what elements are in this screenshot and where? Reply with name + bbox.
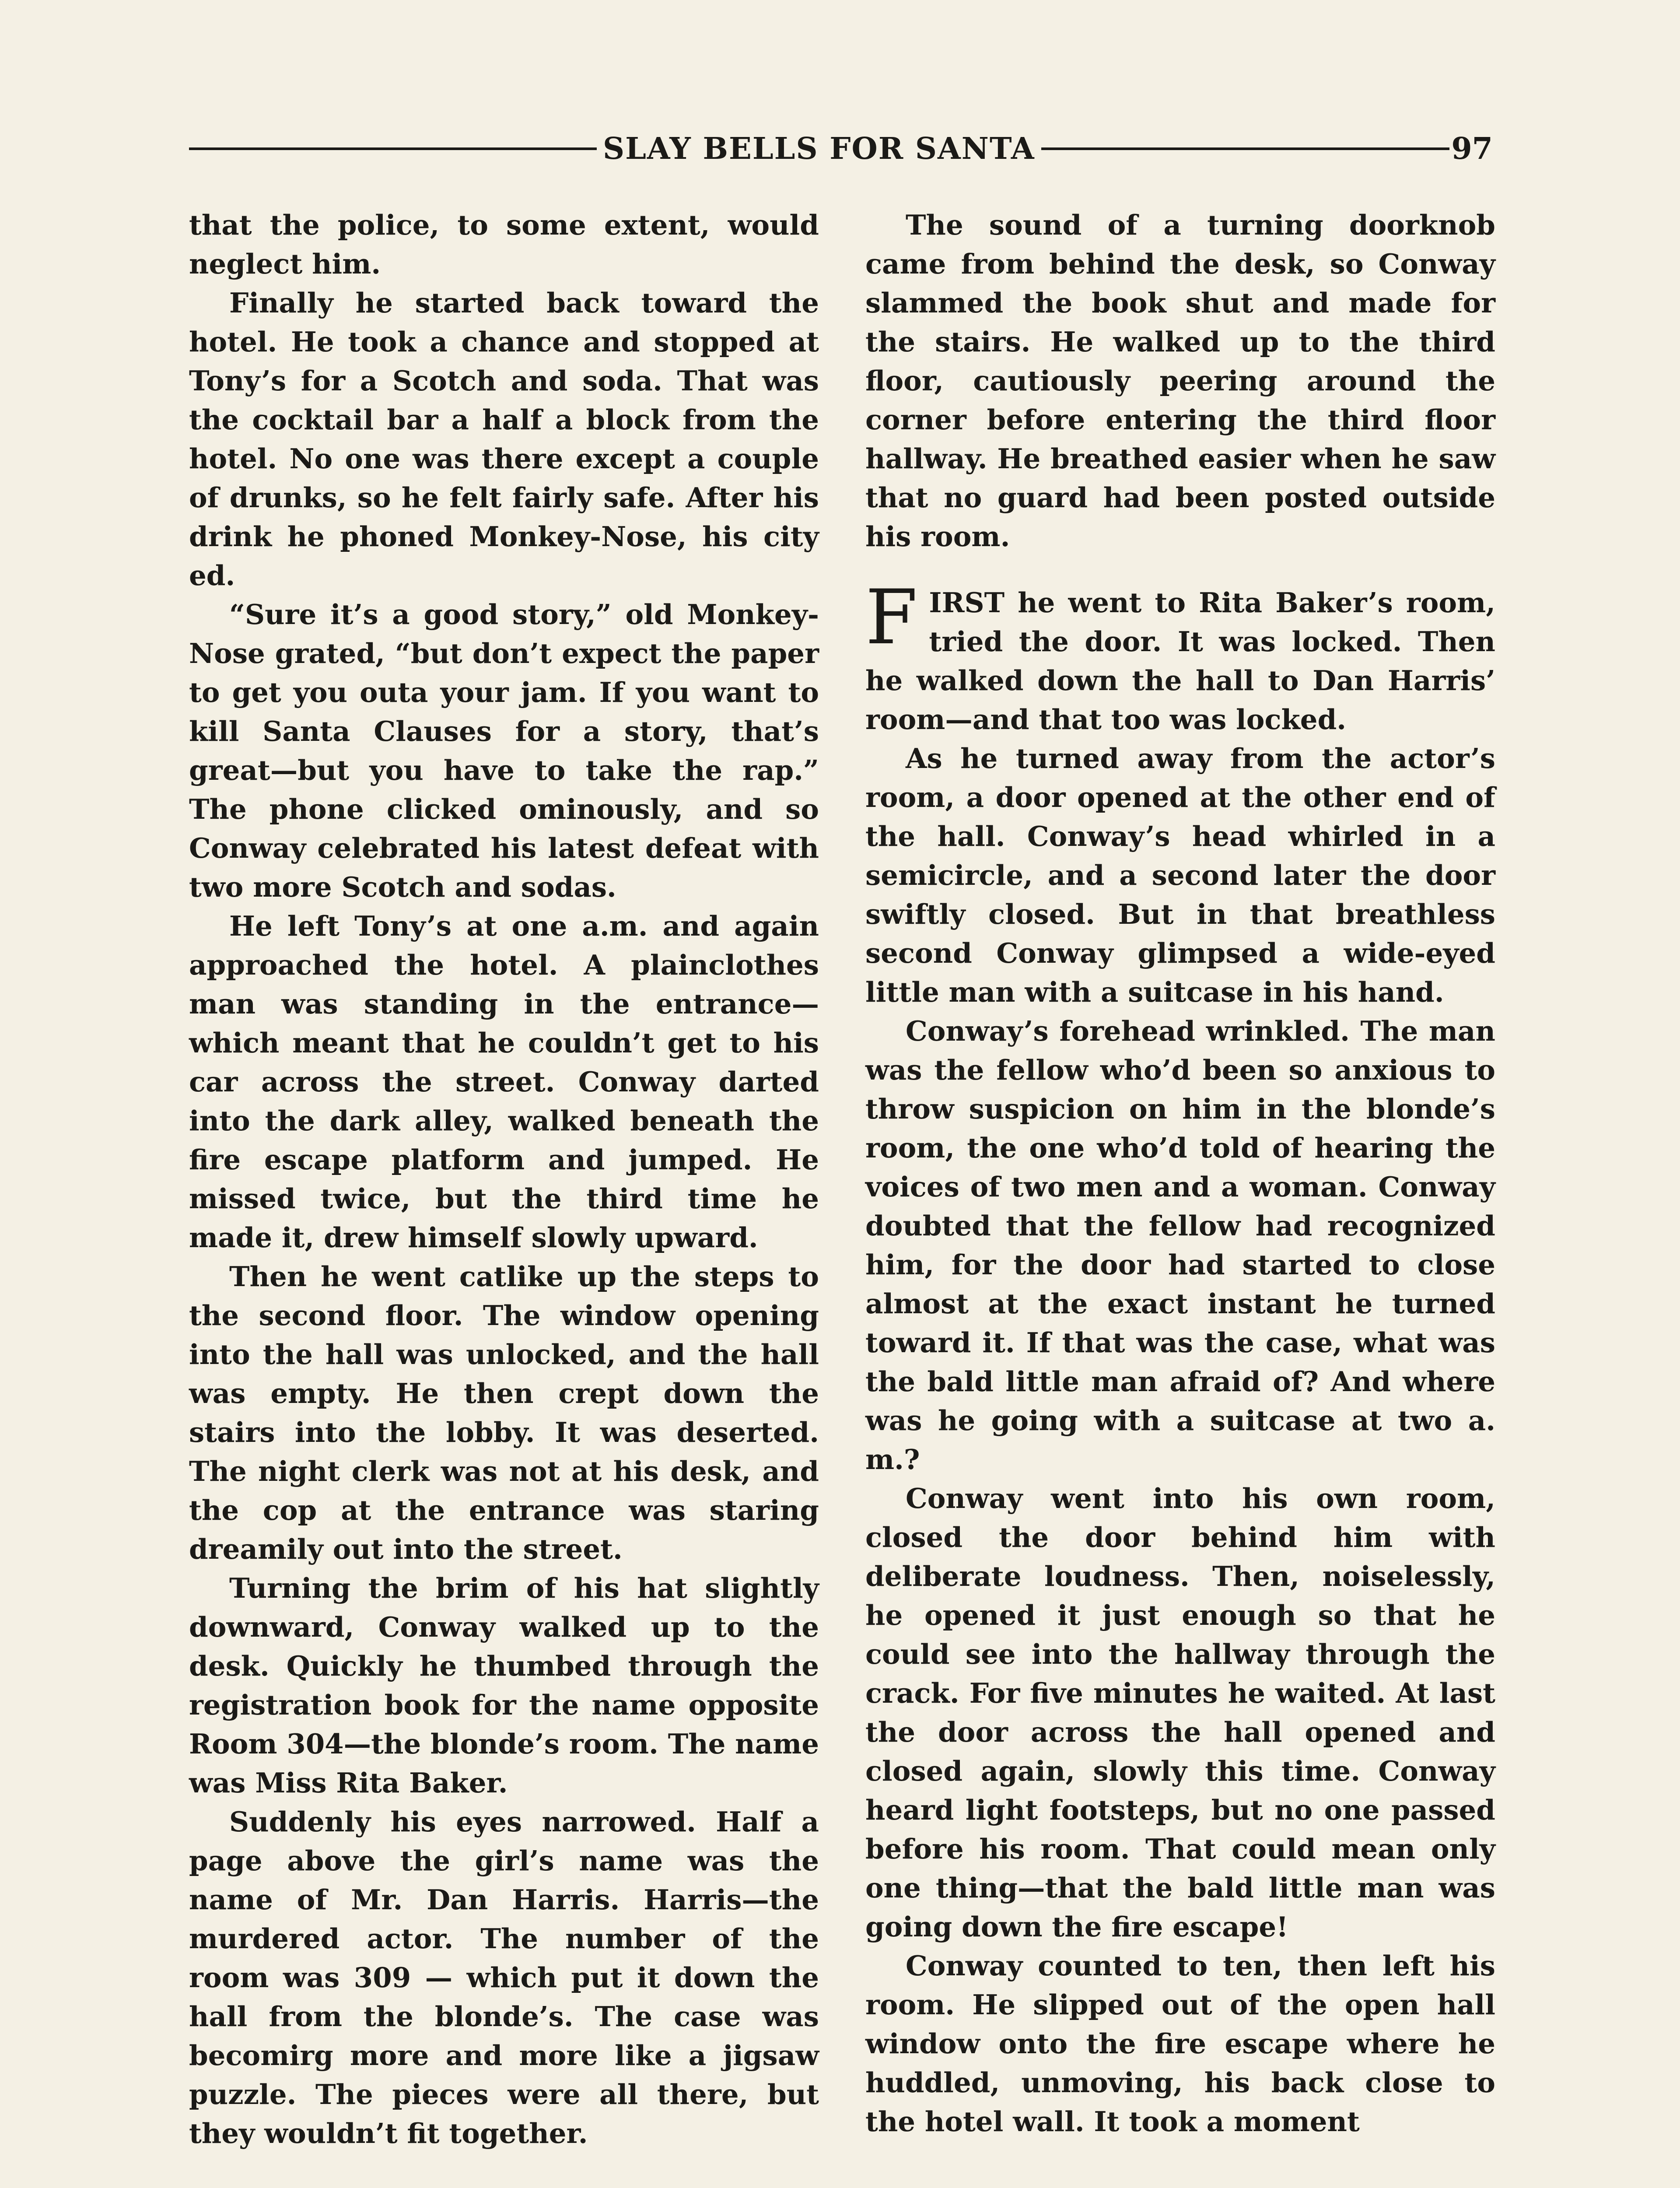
paragraph: Conway went into his own room, closed the door behind him with deliberate loudness. Then, noiselessly, he opened it just enough so that he could see into the hallway through the crack. For five minutes he waited. At last the door across the hall opened and closed again, slowly this time. Conway heard light footsteps, but no one passed before his room. That could mean only one thing—that the bald little man was going down the fire escape! [865,1482,1495,1943]
running-header [189,130,1493,167]
paragraph: Turning the brim of his hat slightly downward, Conway walked up to the desk. Quickly he thumbed through the registration book for the name opposite Room 304—the blonde’s room. The name was Miss Rita Baker. [189,1572,819,1799]
left-column [189,206,819,2153]
paragraph: He left Tony’s at one a.m. and again approached the hotel. A plainclothes man was standing in the entrance—which meant that he couldn’t get to his car across the street. Conway darted into the dark alley, walked beneath the fire escape platform and jumped. He missed twice, but the third time he made it, drew himself slowly upward. [189,910,819,1254]
paragraph-text: IRST he went to Rita Baker’s room, tried the door. It was locked. Then he walked down the hall to Dan Harris’ room—and that too was locked. [865,586,1495,736]
header-rule-left [189,147,597,150]
paragraph: Conway counted to ten, then left his room. He slipped out of the open hall window onto the fire escape where he huddled, unmoving, his back close to the hotel wall. It took a moment [865,1950,1495,2138]
section-opening-paragraph [865,573,1495,739]
paragraph: Finally he started back toward the hotel. He took a chance and stopped at Tony’s for a Scotch and soda. That was the cocktail bar a half a block from the hotel. No one was there except a couple of drunks, so he felt fairly safe. After his drink he phoned Monkey-Nose, his city ed. [189,287,819,592]
paragraph: As he turned away from the actor’s room, a door opened at the other end of the hall. Conway’s head whirled in a semicircle, and a second later the door swiftly closed. But in that breathless second Conway glimpsed a wide-eyed little man with a suitcase in his hand. [865,742,1495,1008]
paragraph: Suddenly his eyes narrowed. Half a page above the girl’s name was the name of Mr. Dan Harris. Harris—the murdered actor. The number of the room was 309 — which put it down the hall from the blonde’s. The case was becomirg more and more like a jigsaw puzzle. The pieces were all there, but they wouldn’t fit together. [189,1806,819,2149]
right-column [865,206,1495,2141]
paragraph: Conway’s forehead wrinkled. The man was the fellow who’d been so anxious to throw suspicion on him in the blonde’s room, the one who’d told of hearing the voices of two men and a woman. Conway doubted that the fellow had recognized him, for the door had started to close almost at the exact instant he turned toward it. If that was the case, what was the bald little man afraid of? And where was he going with a suitcase at two a. m.? [865,1015,1495,1476]
paragraph: Then he went catlike up the steps to the second floor. The window opening into the hall was unlocked, and the hall was empty. He then crept down the stairs into the lobby. It was deserted. The night clerk was not at his desk, and the cop at the entrance was staring dreamily out into the street. [189,1260,819,1565]
running-title: SLAY BELLS FOR SANTA [603,131,1035,166]
drop-cap: F [865,573,918,661]
page-number: 97 [1451,131,1493,166]
header-rule-right [1041,147,1450,150]
paragraph: “Sure it’s a good story,” old Monkey-Nose grated, “but don’t expect the paper to get you outa your jam. If you want to kill Santa Clauses for a story, that’s great—but you have to take the rap.” The phone clicked ominously, and so Conway celebrated his latest defeat with two more Scotch and sodas. [189,598,819,903]
paragraph: that the police, to some extent, would neglect him. [189,209,819,280]
paragraph: The sound of a turning doorknob came from behind the desk, so Conway slammed the book shut and made for the stairs. He walked up to the third floor, cautiously peering around the corner before entering the third floor hallway. He breathed easier when he saw that no guard had been posted outside his room. [865,209,1495,553]
